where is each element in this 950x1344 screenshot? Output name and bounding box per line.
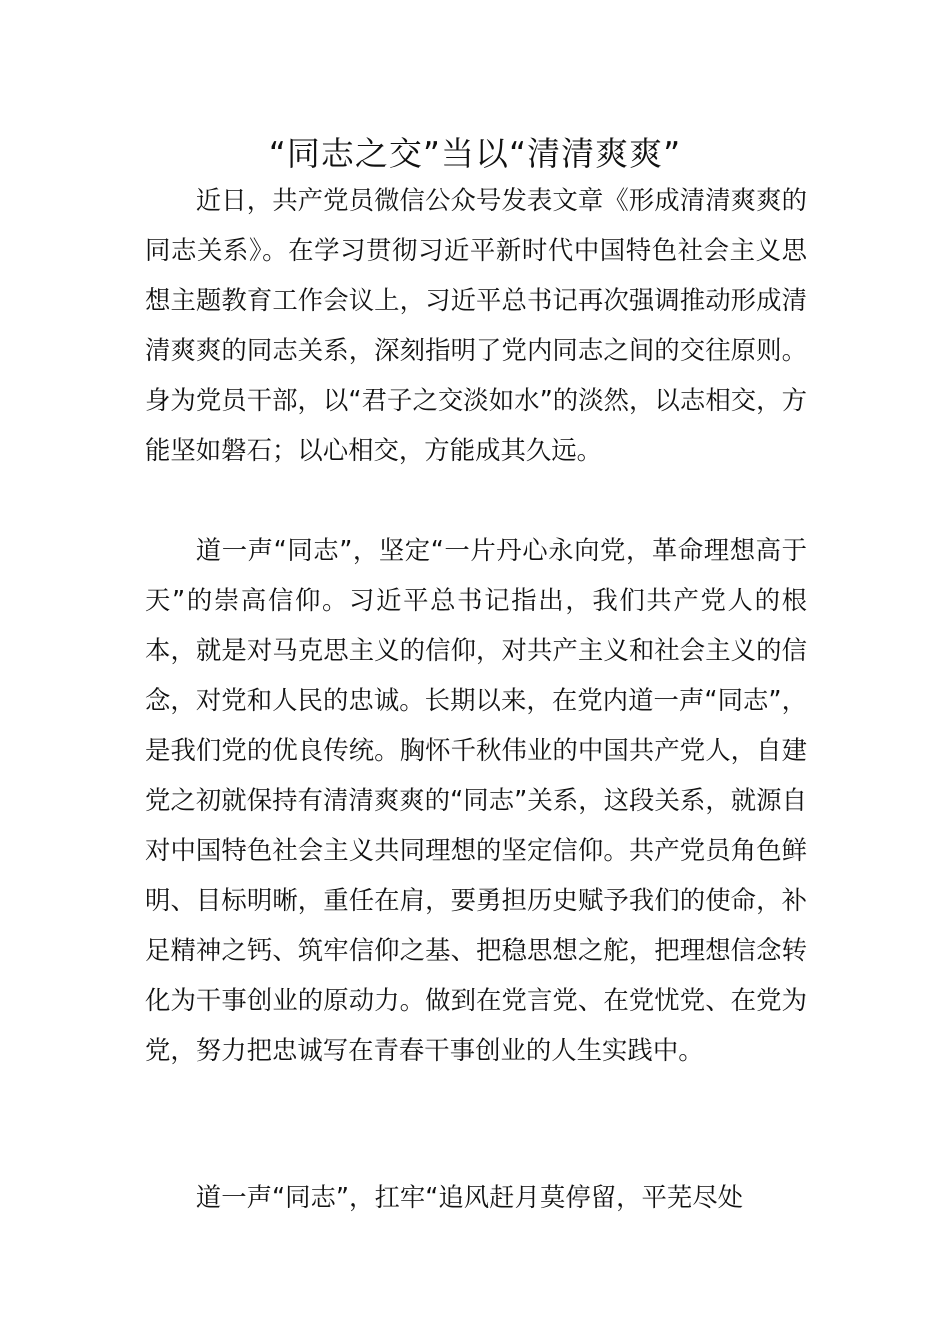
paragraph-1: 近日，共产党员微信公众号发表文章《形成清清爽爽的同志关系》。在学习贯彻习近平新时代中国特色社会主义思想主题教育工作会议上，习近平总书记再次强调推动形成清清爽爽的同志关系，深刻指明了党内同志之间的交往原则。身为党员干部，以“君子之交淡如水”的淡然，以志相交，方能坚如磐石；以心相交，方能成其久远。 — [145, 185, 807, 465]
document-title: “同志之交”当以“清清爽爽” — [268, 134, 682, 173]
paragraph-3: 道一声“同志”，扛牢“追风赶月莫停留，平芜尽处 — [195, 1182, 744, 1212]
paragraph-2: 道一声“同志”，坚定“一片丹心永向党，革命理想高于天”的崇高信仰。习近平总书记指出，我们共产党人的根本，就是对马克思主义的信仰，对共产主义和社会主义的信念，对党和人民的忠诚。长期以来，在党内道一声“同志”，是我们党的优良传统。胸怀千秋伟业的中国共产党人，自建党之初就保持有清清爽爽的“同志”关系，这段关系，就源自对中国特色社会主义共同理想的坚定信仰。共产党员角色鲜明、目标明晰，重任在肩，要勇担历史赋予我们的使命，补足精神之钙、筑牢信仰之基、把稳思想之舵，把理想信念转化为干事创业的原动力。做到在党言党、在党忧党、在党为党，努力把忠诚写在青春干事创业的人生实践中。 — [145, 535, 807, 1065]
